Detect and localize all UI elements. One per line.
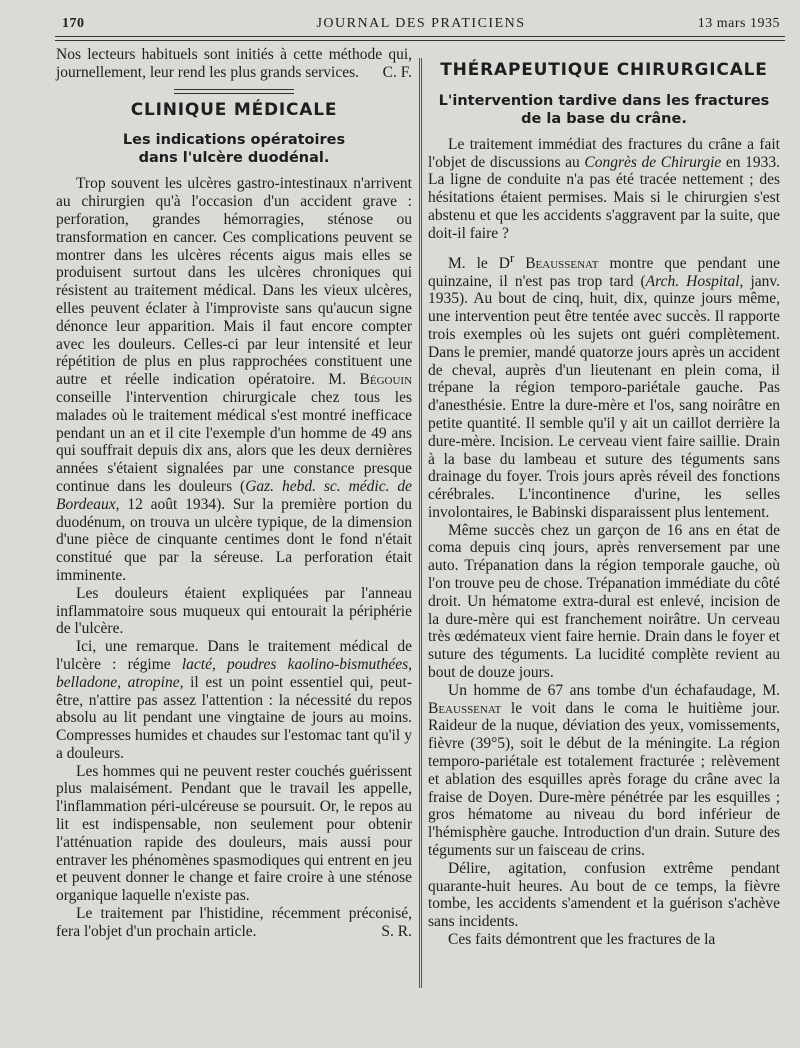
paragraph: Délire, agitation, confusion extrême pendant quarante-huit heures. Au bout de ce temps, la fièvre tombe, les accidents s'amendent et la guérison s'achève sans incidents. xyxy=(428,859,780,931)
paragraph: Ces faits démontrent que les fractures de la xyxy=(448,931,716,949)
article-title-line-1: L'intervention tardive dans les fractures xyxy=(438,92,770,109)
page-header xyxy=(62,16,780,36)
right-column xyxy=(428,46,780,949)
text-run: conseille l'intervention chirurgicale chez tous les malades où le traitement médical s'est montré inefficace pendant un an et il cite l'exemple d'un homme de 49 ans qui souffrait depuis dix ans, alors que les deux dernières années s'étaient signalées par une constance presque continue dans les douleurs ( xyxy=(56,388,412,495)
issue-date: 13 mars 1935 xyxy=(697,16,780,31)
paragraph xyxy=(56,905,412,941)
author-name: Beaussenat xyxy=(525,254,599,272)
paragraph xyxy=(428,249,780,522)
article-title-line-2: de la base du crâne. xyxy=(521,110,687,127)
text-run: Le traitement immédiat des fractures du crâne a fait l'objet de discussions au xyxy=(428,135,780,171)
text-run: en 1933. La ligne de conduite n'a pas été tracée nettement ; des hésitations étaient permises. Mais si le chirurgien s'est abstenu et que les accidents s'aggravent par la suite, que doit-il faire ? xyxy=(428,153,781,242)
paragraph xyxy=(56,175,412,584)
intro-signature: C. F. xyxy=(382,63,412,81)
article-title-line-1: Les indications opératoires xyxy=(122,132,346,149)
article-title-line-2: dans l'ulcère duodénal. xyxy=(138,150,330,167)
text-run: Trop souvent les ulcères gastro-intestinaux n'arrivent au chirurgien qu'à l'occasion d'un accident grave : perforation, grandes hémorragies, sténose ou transformation en cancer. Ces complications peuvent se montrer dans les ulcères récents aigus mais elles se produisent surtout dans les ulcères chroniques qui résistent au traitement médical. Dans les vieux ulcères, elles peuvent éclater à l'improviste sans qu'aucun signe dénonce leur apparition. Mais il faut encore compter avec les douleurs. Celles-ci par leur intensité et leur répétition de plus en plus rapprochées constituent une autre et réelle indication opératoire. M. xyxy=(56,175,412,389)
text-run: Le traitement par l'histidine, récemment préconisé, fera l'objet d'un prochain article. xyxy=(56,905,412,940)
author-name: Bégouin xyxy=(359,371,413,389)
italic-text: lacté, poudres kaolino-bismuthées, belladone, atropine, xyxy=(56,655,413,691)
author-name: Beaussenat xyxy=(428,699,502,717)
intro-text: Nos lecteurs habituels sont initiés à cette méthode qui, journellement, leur rend les plus grands services. xyxy=(56,46,412,81)
text-run: janv. 1935). Au bout de cinq, huit, dix, quinze jours même, une intervention peut être tentée avec succès. Il rapporte trois exemples où les sujets ont guéri complètement. Dans le premier, mandé quatorze jours après un accident de cheval, auprès d'un lieutenant en plein coma, il trépane la région temporo-pariétale gauche. Pas d'anesthésie. Entre la dure-mère et l'os, sang noirâtre en petite quantité. Il semble qu'il y ait un caillot derrière la dure-mère. Incision. Le cerveau vient faire saillie. Drain à la base du lambeau et suture des téguments sans drainage du foyer. Trois jours après réveil des fonctions cérébrales. L'incontinence d'urine, les selles involontaires, le Babinski disparaissent plus lentement. xyxy=(428,272,781,521)
paragraph xyxy=(428,136,780,243)
section-separator xyxy=(174,89,294,94)
text-run: Un homme de 67 ans tombe d'un échafaudage, M. xyxy=(448,681,780,699)
text-run: il est un point essentiel qui, peut-être, n'attire pas assez l'attention : la nécessité du repos absolu au lit pendant une vingtaine de jours au moins. Compresses humides et chaudes sur l'estomac tant qu'il y a douleurs. xyxy=(56,673,413,762)
citation: Gaz. hebd. sc. médic. de Bordeaux, xyxy=(56,477,413,513)
page-number: 170 xyxy=(62,16,85,31)
column-divider xyxy=(419,58,422,988)
paragraph xyxy=(428,682,780,860)
text-run: 12 août 1934). Sur la première portion du duodénum, on trouva un ulcère typique, de la dimension d'une pièce de cinquante centimes dont le fond n'était constitué que par la séreuse. La perforation était imminente. xyxy=(56,495,413,584)
section-heading-clinique: CLINIQUE MÉDICALE xyxy=(130,99,338,120)
citation: Arch. Hospital, xyxy=(645,272,744,290)
intro-paragraph xyxy=(56,46,412,82)
article-title-fractures xyxy=(428,92,780,128)
text-run: montre que pendant une quinzaine, il n'est pas trop tard ( xyxy=(428,254,781,290)
paragraph: Les hommes qui ne peuvent rester couchés guérissent plus malaisément. Pendant que le travail les appelle, l'inflammation péri-ulcéreuse se poursuit. Or, le repos au lit est indispensable, non seulement pour obtenir l'atténuation rapide des douleurs, mais aussi pour entraver les phénomènes spasmodiques qui entrent en jeu et peuvent donner le change et faire croire à une sténose organique laquelle n'existe pas. xyxy=(56,762,412,905)
paragraph: Même succès chez un garçon de 16 ans en état de coma depuis cinq jours, après renversement par une auto. Trépanation dans la région temporale gauche, où l'on trouve peu de chose. Trépanation immédiate du côté droit. Un hématome extra-dural est enlevé, incision de la dure-mère qui est franchement noirâtre. Un cerveau très œdémateux vient faire hernie. Drain dans le foyer et suture des téguments. La lucidité complète revient au bout de douze jours. xyxy=(428,521,780,682)
text-run: M. le D xyxy=(448,254,510,272)
section-heading-therapeutique: THÉRAPEUTIQUE CHIRURGICALE xyxy=(440,60,768,80)
paragraph: Les douleurs étaient expliquées par l'anneau inflammatoire sous muqueux qui entourait la périphérie de l'ulcère. xyxy=(56,584,412,638)
paragraph xyxy=(56,638,412,763)
text-run: le voit dans le coma le huitième jour. Raideur de la nuque, déviation des yeux, vomissements, fièvre (39°5), soit le début de la méningite. La région temporo-pariétale est totalement fracturée ; relèvement et ablation des esquilles après forage du crâne avec la fraise de Doyen. Dure-mère pénétrée par les esquilles ; gros hématome au niveau du bord inférieur de l'hémisphère gauche. Introduction d'un drain. Suture des téguments sur un faisceau de crins. xyxy=(428,699,781,860)
article-signature: S. R. xyxy=(381,922,412,940)
article-title-ulcere xyxy=(56,131,412,167)
header-rule xyxy=(55,36,785,41)
italic-text: Congrès de Chirurgie xyxy=(584,153,722,171)
left-column xyxy=(56,46,412,941)
text-run: Ici, une remarque. Dans le traitement médical de l'ulcère : régime xyxy=(56,638,412,673)
superscript: r xyxy=(509,249,515,265)
journal-title: JOURNAL DES PRATICIENS xyxy=(316,16,526,31)
